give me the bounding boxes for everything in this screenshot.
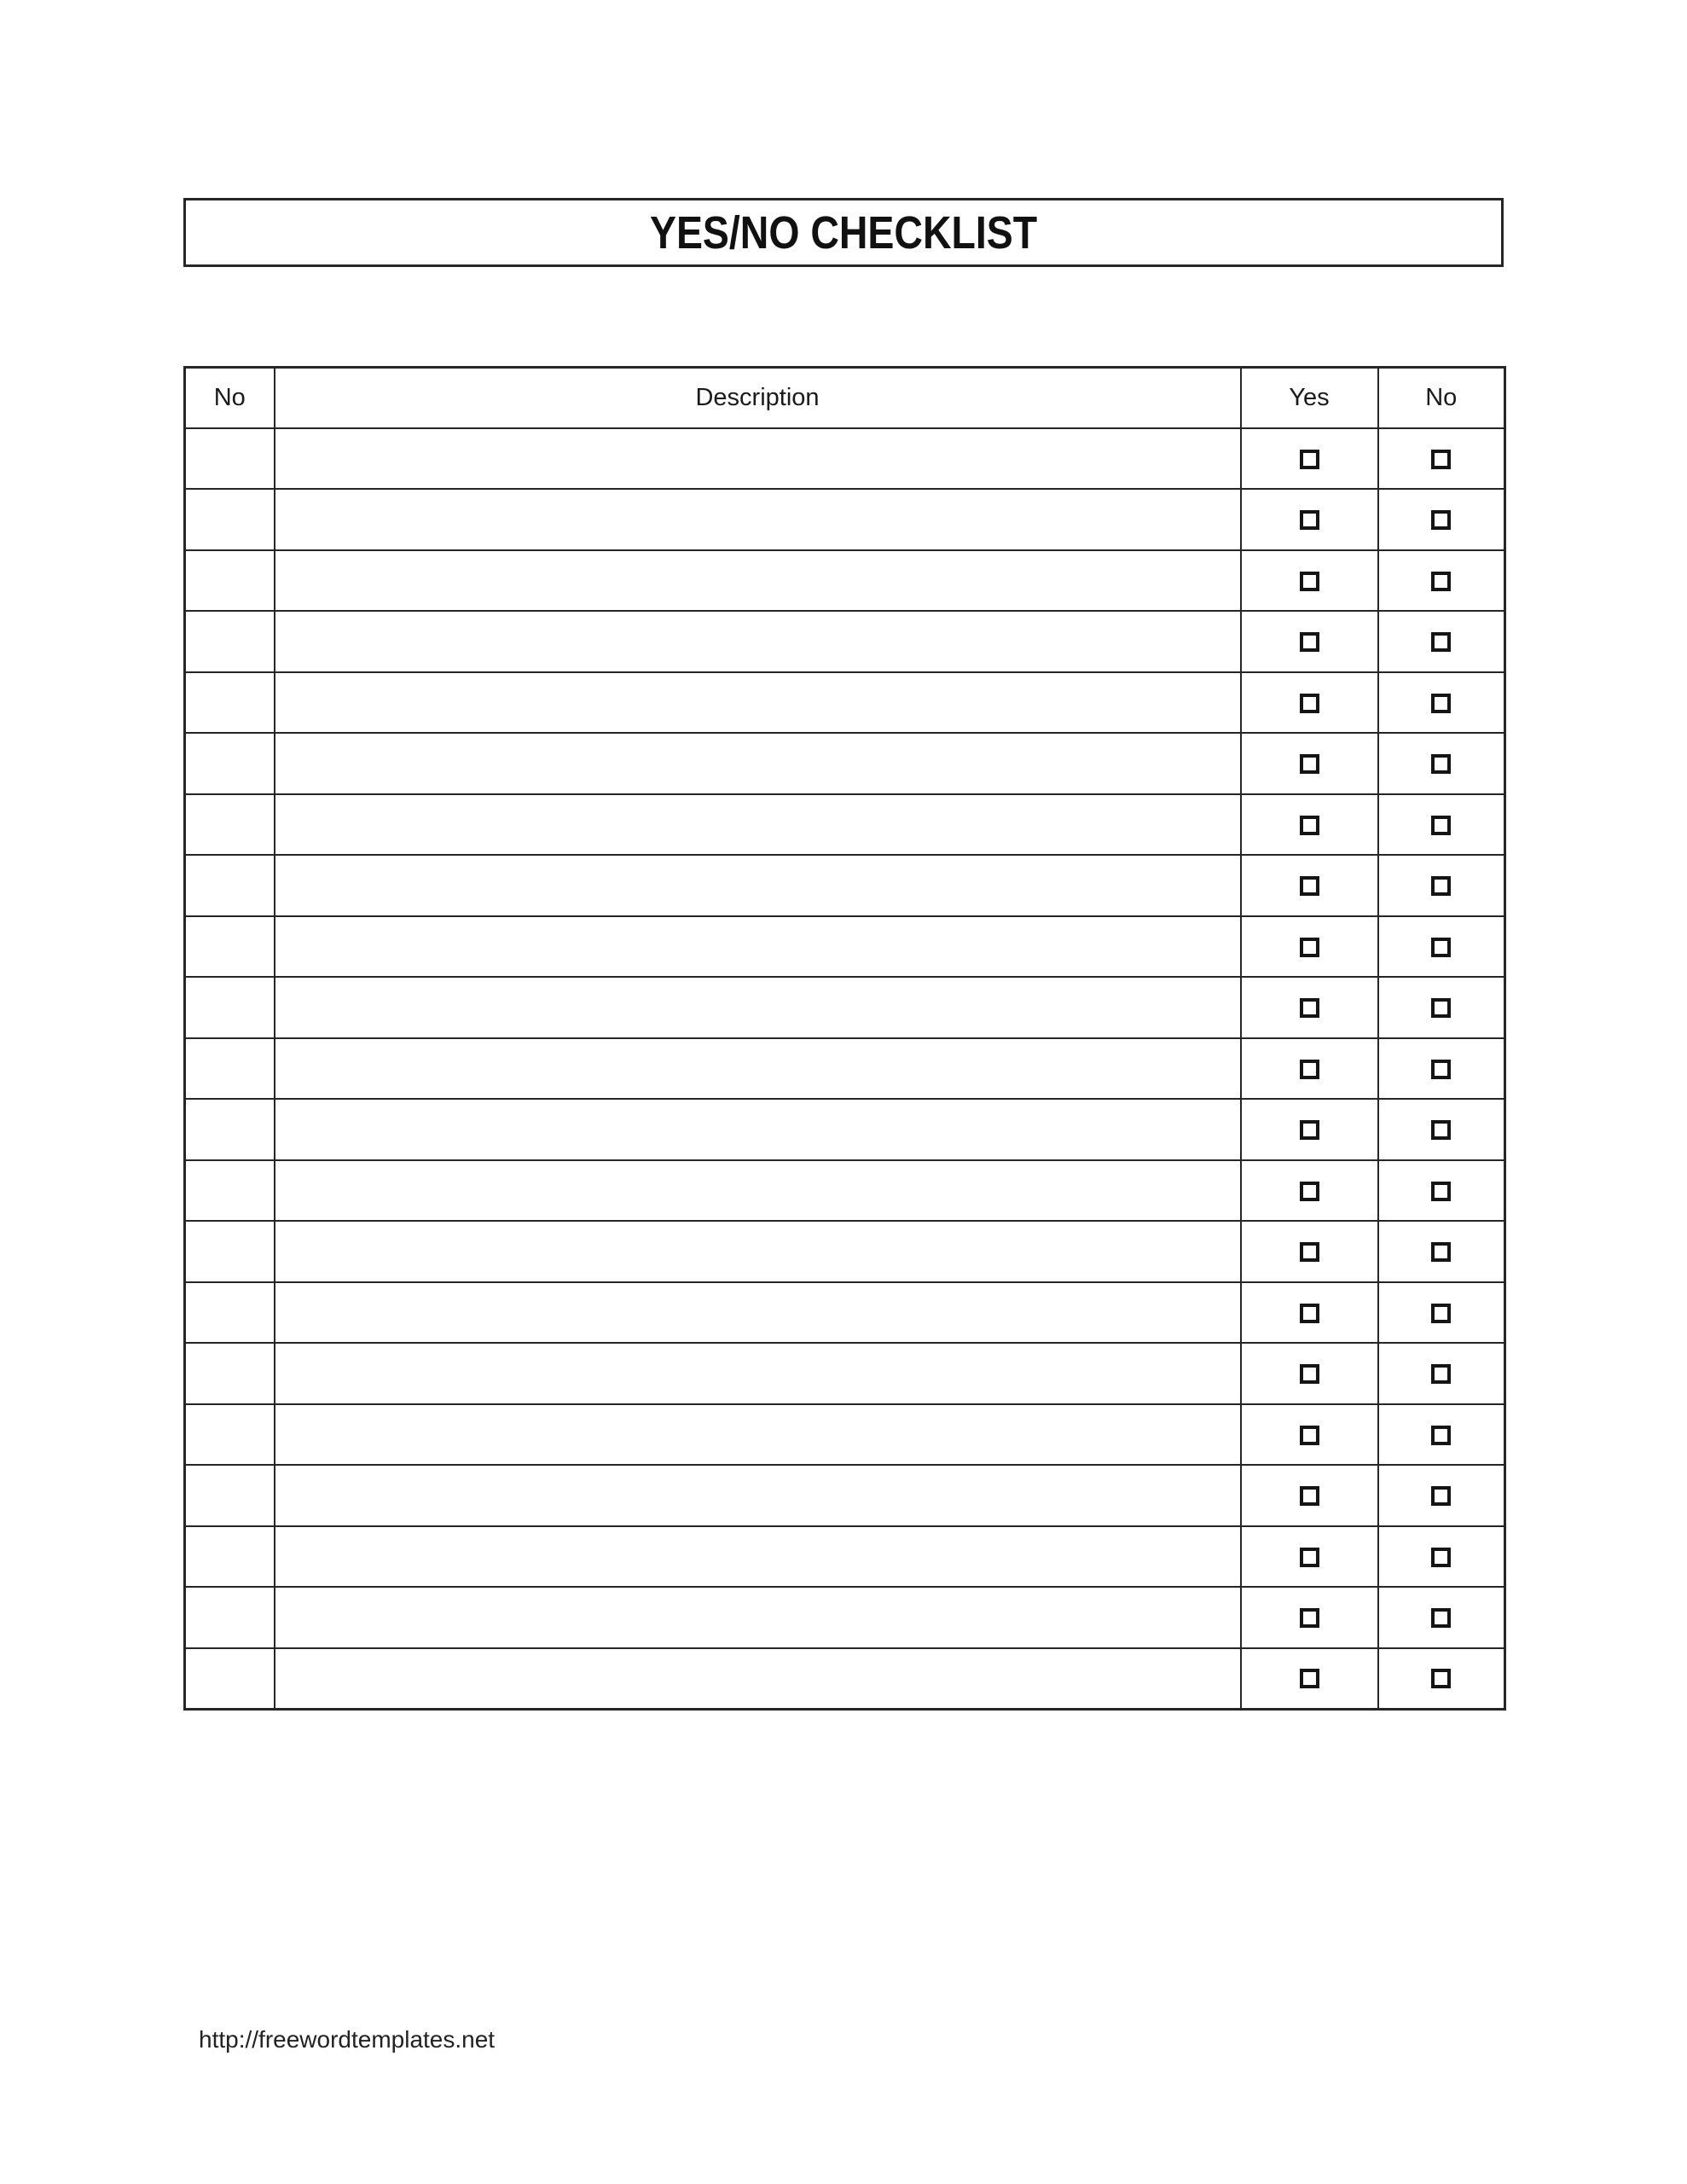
table-row [185, 1587, 1505, 1648]
no-cell [1378, 916, 1505, 978]
yes-checkbox-icon[interactable] [1300, 938, 1319, 957]
row-number-cell[interactable] [185, 855, 275, 916]
yes-cell [1241, 916, 1378, 978]
no-cell [1378, 733, 1505, 794]
yes-cell [1241, 428, 1378, 490]
no-cell [1378, 611, 1505, 672]
table-header-row [185, 368, 1505, 428]
yes-checkbox-icon[interactable] [1300, 450, 1319, 469]
yes-cell [1241, 672, 1378, 734]
no-cell [1378, 1038, 1505, 1100]
header-description: Description [275, 368, 1241, 428]
no-checkbox-icon[interactable] [1431, 938, 1451, 957]
description-cell[interactable] [275, 977, 1241, 1038]
no-cell [1378, 1343, 1505, 1404]
row-number-cell[interactable] [185, 428, 275, 490]
yes-cell [1241, 1648, 1378, 1710]
yes-cell [1241, 1526, 1378, 1588]
no-checkbox-icon[interactable] [1431, 998, 1451, 1018]
table-row [185, 1404, 1505, 1466]
description-cell[interactable] [275, 672, 1241, 734]
table-row [185, 1038, 1505, 1100]
footer-url[interactable]: http://freewordtemplates.net [199, 2026, 496, 2053]
yes-checkbox-icon[interactable] [1300, 1304, 1319, 1323]
no-cell [1378, 1221, 1505, 1282]
row-number-cell[interactable] [185, 1038, 275, 1100]
description-cell[interactable] [275, 611, 1241, 672]
table-row [185, 1526, 1505, 1588]
no-checkbox-icon[interactable] [1431, 1608, 1451, 1628]
row-number-cell[interactable] [185, 1587, 275, 1648]
no-cell [1378, 1282, 1505, 1344]
no-checkbox-icon[interactable] [1431, 450, 1451, 469]
description-cell[interactable] [275, 1404, 1241, 1466]
description-cell[interactable] [275, 1099, 1241, 1160]
yes-cell [1241, 1404, 1378, 1466]
yes-cell [1241, 855, 1378, 916]
yes-cell [1241, 977, 1378, 1038]
description-cell[interactable] [275, 428, 1241, 490]
no-checkbox-icon[interactable] [1431, 1548, 1451, 1567]
no-checkbox-icon[interactable] [1431, 1182, 1451, 1201]
yes-cell [1241, 1282, 1378, 1344]
row-number-cell[interactable] [185, 733, 275, 794]
no-cell [1378, 1465, 1505, 1526]
no-checkbox-icon[interactable] [1431, 572, 1451, 591]
no-cell [1378, 489, 1505, 550]
yes-checkbox-icon[interactable] [1300, 754, 1319, 774]
no-checkbox-icon[interactable] [1431, 1486, 1451, 1506]
table-row [185, 1221, 1505, 1282]
no-checkbox-icon[interactable] [1431, 1120, 1451, 1140]
table-row [185, 672, 1505, 734]
yes-checkbox-icon[interactable] [1300, 1182, 1319, 1201]
description-cell[interactable] [275, 489, 1241, 550]
row-number-cell[interactable] [185, 1465, 275, 1526]
yes-checkbox-icon[interactable] [1300, 1669, 1319, 1688]
yes-checkbox-icon[interactable] [1300, 1060, 1319, 1079]
yes-checkbox-icon[interactable] [1300, 632, 1319, 652]
row-number-cell[interactable] [185, 977, 275, 1038]
description-cell[interactable] [275, 855, 1241, 916]
yes-cell [1241, 1465, 1378, 1526]
row-number-cell[interactable] [185, 916, 275, 978]
description-cell[interactable] [275, 733, 1241, 794]
no-checkbox-icon[interactable] [1431, 1242, 1451, 1262]
yes-checkbox-icon[interactable] [1300, 998, 1319, 1018]
yes-cell [1241, 794, 1378, 856]
yes-cell [1241, 733, 1378, 794]
no-checkbox-icon[interactable] [1431, 1426, 1451, 1445]
no-checkbox-icon[interactable] [1431, 694, 1451, 713]
no-cell [1378, 794, 1505, 856]
yes-checkbox-icon[interactable] [1300, 1486, 1319, 1506]
row-number-cell[interactable] [185, 1160, 275, 1222]
description-cell[interactable] [275, 550, 1241, 612]
row-number-cell[interactable] [185, 550, 275, 612]
row-number-cell[interactable] [185, 794, 275, 856]
no-checkbox-icon[interactable] [1431, 632, 1451, 652]
description-cell[interactable] [275, 1282, 1241, 1344]
yes-checkbox-icon[interactable] [1300, 1242, 1319, 1262]
row-number-cell[interactable] [185, 1343, 275, 1404]
yes-checkbox-icon[interactable] [1300, 876, 1319, 896]
yes-cell [1241, 489, 1378, 550]
row-number-cell[interactable] [185, 611, 275, 672]
row-number-cell[interactable] [185, 1282, 275, 1344]
table-row [185, 916, 1505, 978]
no-cell [1378, 1587, 1505, 1648]
yes-cell [1241, 1038, 1378, 1100]
table-row [185, 1465, 1505, 1526]
table-row [185, 611, 1505, 672]
yes-checkbox-icon[interactable] [1300, 510, 1319, 530]
description-cell[interactable] [275, 794, 1241, 856]
no-checkbox-icon[interactable] [1431, 1364, 1451, 1384]
no-checkbox-icon[interactable] [1431, 1060, 1451, 1079]
description-cell[interactable] [275, 1587, 1241, 1648]
description-cell[interactable] [275, 1221, 1241, 1282]
yes-checkbox-icon[interactable] [1300, 1120, 1319, 1140]
description-cell[interactable] [275, 1343, 1241, 1404]
table-row [185, 1160, 1505, 1222]
yes-cell [1241, 1587, 1378, 1648]
table-row [185, 733, 1505, 794]
no-checkbox-icon[interactable] [1431, 510, 1451, 530]
yes-checkbox-icon[interactable] [1300, 816, 1319, 835]
page-title: YES/NO CHECKLIST [649, 206, 1038, 258]
table-row [185, 489, 1505, 550]
yes-cell [1241, 611, 1378, 672]
header-yes: Yes [1241, 368, 1378, 428]
table-row [185, 1343, 1505, 1404]
description-cell[interactable] [275, 1038, 1241, 1100]
yes-cell [1241, 1343, 1378, 1404]
no-cell [1378, 977, 1505, 1038]
yes-checkbox-icon[interactable] [1300, 1548, 1319, 1567]
description-cell[interactable] [275, 1160, 1241, 1222]
row-number-cell[interactable] [185, 1404, 275, 1466]
no-cell [1378, 428, 1505, 490]
no-cell [1378, 672, 1505, 734]
checklist-table [183, 366, 1506, 1711]
table-row [185, 550, 1505, 612]
description-cell[interactable] [275, 916, 1241, 978]
table-row [185, 1282, 1505, 1344]
yes-checkbox-icon[interactable] [1300, 1364, 1319, 1384]
row-number-cell[interactable] [185, 489, 275, 550]
no-cell [1378, 1099, 1505, 1160]
table-row [185, 1099, 1505, 1160]
no-cell [1378, 1526, 1505, 1588]
description-cell[interactable] [275, 1648, 1241, 1710]
table-row [185, 428, 1505, 490]
table-row [185, 977, 1505, 1038]
description-cell[interactable] [275, 1465, 1241, 1526]
table-row [185, 794, 1505, 856]
header-no: No [1378, 368, 1505, 428]
title-box [183, 198, 1504, 267]
yes-cell [1241, 1221, 1378, 1282]
no-cell [1378, 855, 1505, 916]
row-number-cell[interactable] [185, 672, 275, 734]
header-rownum: No [185, 368, 275, 428]
row-number-cell[interactable] [185, 1221, 275, 1282]
no-checkbox-icon[interactable] [1431, 1669, 1451, 1688]
no-checkbox-icon[interactable] [1431, 876, 1451, 896]
no-checkbox-icon[interactable] [1431, 754, 1451, 774]
table-row [185, 855, 1505, 916]
no-checkbox-icon[interactable] [1431, 1304, 1451, 1323]
description-cell[interactable] [275, 1526, 1241, 1588]
row-number-cell[interactable] [185, 1099, 275, 1160]
table-row [185, 1648, 1505, 1710]
yes-cell [1241, 1099, 1378, 1160]
no-cell [1378, 1648, 1505, 1710]
yes-checkbox-icon[interactable] [1300, 572, 1319, 591]
no-cell [1378, 1160, 1505, 1222]
yes-checkbox-icon[interactable] [1300, 1426, 1319, 1445]
no-cell [1378, 550, 1505, 612]
checklist-table-body [185, 428, 1505, 1710]
row-number-cell[interactable] [185, 1648, 275, 1710]
yes-cell [1241, 550, 1378, 612]
yes-cell [1241, 1160, 1378, 1222]
yes-checkbox-icon[interactable] [1300, 694, 1319, 713]
row-number-cell[interactable] [185, 1526, 275, 1588]
yes-checkbox-icon[interactable] [1300, 1608, 1319, 1628]
no-checkbox-icon[interactable] [1431, 816, 1451, 835]
no-cell [1378, 1404, 1505, 1466]
